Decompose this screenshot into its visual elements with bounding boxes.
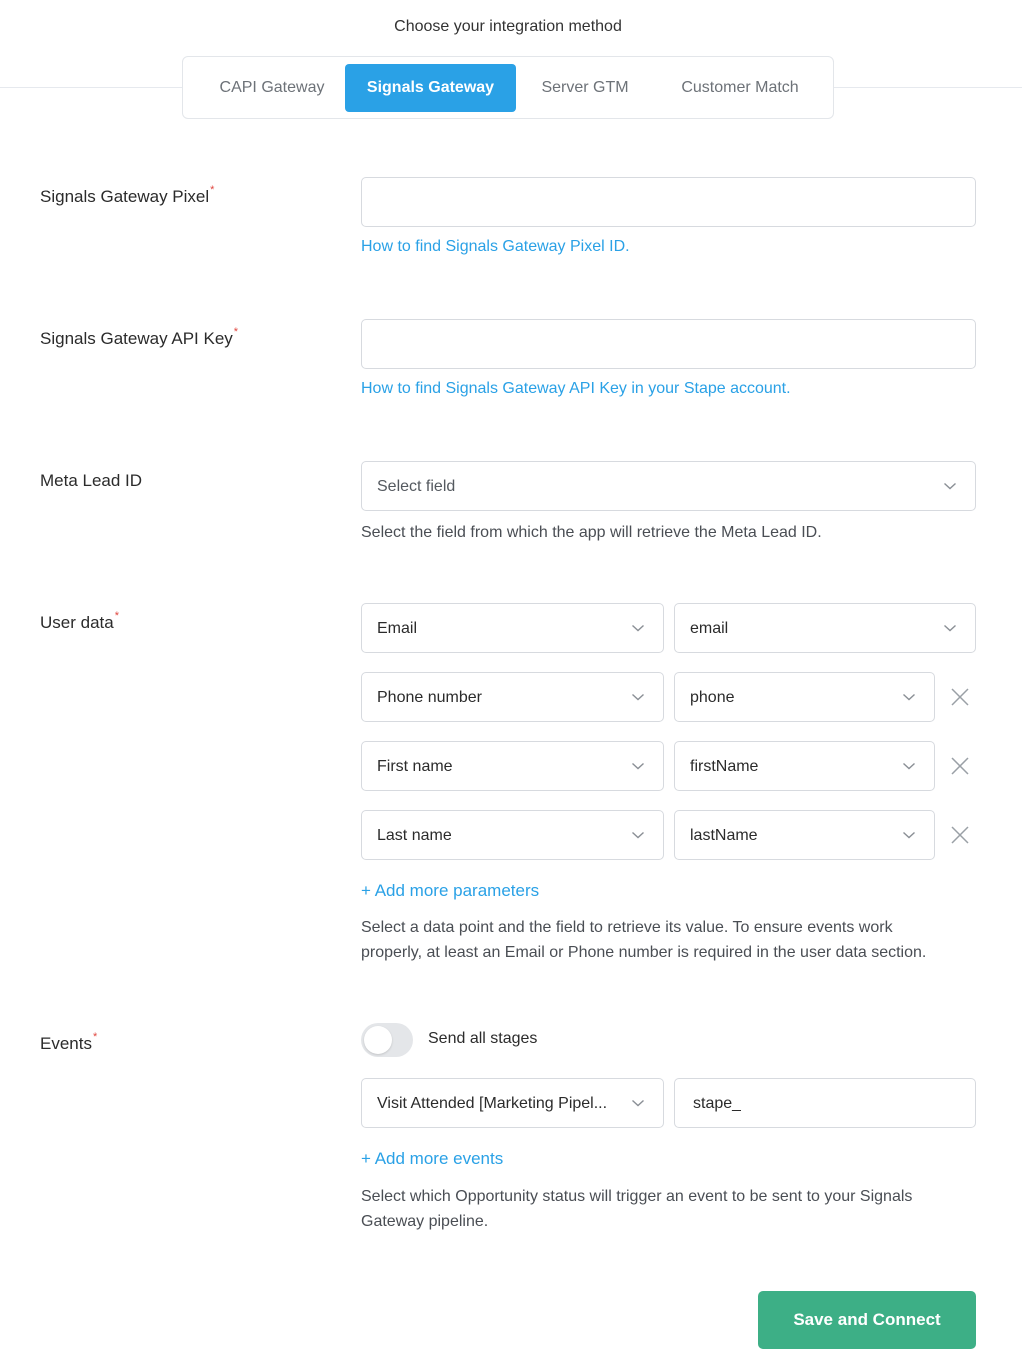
required-mark: * [233, 326, 239, 338]
chevron-down-icon [902, 830, 916, 840]
tab-signals-gateway[interactable]: Signals Gateway [345, 64, 516, 112]
api-key-label-text: Signals Gateway API Key [40, 329, 233, 348]
select-value: firstName [690, 758, 759, 775]
user-data-field-select[interactable] [674, 741, 935, 791]
event-name-input[interactable] [674, 1078, 976, 1128]
tab-server-gtm[interactable]: Server GTM [541, 79, 629, 96]
chevron-down-icon [631, 830, 645, 840]
close-icon[interactable] [949, 824, 971, 846]
user-data-label [40, 610, 119, 633]
select-value: lastName [690, 827, 758, 844]
user-data-label-text: User data [40, 613, 114, 632]
api-key-help-link[interactable]: How to find Signals Gateway API Key in your Stape account. [361, 380, 791, 397]
meta-lead-help: Select the field from which the app will retrieve the Meta Lead ID. [361, 524, 822, 541]
save-and-connect-button[interactable]: Save and Connect [758, 1291, 976, 1349]
chevron-down-icon [631, 692, 645, 702]
pixel-label [40, 184, 215, 207]
api-key-label [40, 326, 239, 349]
user-data-field-select[interactable] [674, 603, 976, 653]
meta-lead-label: Meta Lead ID [40, 471, 143, 490]
user-data-help-line: Select a data point and the field to retrieve its value. To ensure events work [361, 919, 893, 936]
toggle-knob [364, 1026, 392, 1054]
select-value: phone [690, 689, 735, 706]
integration-tabs [182, 56, 834, 119]
user-data-point-select[interactable] [361, 741, 664, 791]
chevron-down-icon [902, 761, 916, 771]
select-value: Email [377, 620, 418, 637]
events-label [40, 1031, 98, 1054]
user-data-point-select[interactable] [361, 603, 664, 653]
user-data-field-select[interactable] [674, 672, 935, 722]
chevron-down-icon [943, 481, 957, 491]
required-mark: * [114, 610, 119, 622]
api-key-input[interactable] [361, 319, 976, 369]
select-value: Last name [377, 827, 452, 844]
events-label-text: Events [40, 1034, 92, 1053]
select-value: Visit Attended [Marketing Pipel... [377, 1095, 608, 1112]
page-title: Choose your integration method [394, 18, 622, 35]
send-all-stages-label: Send all stages [428, 1030, 538, 1047]
pixel-label-text: Signals Gateway Pixel [40, 187, 210, 206]
meta-lead-select-value: Select field [377, 478, 456, 495]
select-value: Phone number [377, 689, 482, 706]
user-data-point-select[interactable] [361, 810, 664, 860]
required-mark: * [92, 1031, 98, 1043]
meta-lead-select[interactable] [361, 461, 976, 511]
chevron-down-icon [631, 623, 645, 633]
pixel-input[interactable] [361, 177, 976, 227]
event-stage-select[interactable] [361, 1078, 664, 1128]
events-help-line: Gateway pipeline. [361, 1213, 489, 1230]
add-parameters-link[interactable]: + Add more parameters [361, 881, 540, 900]
select-value: First name [377, 758, 453, 775]
pixel-help-link[interactable]: How to find Signals Gateway Pixel ID. [361, 238, 630, 255]
tab-customer-match[interactable]: Customer Match [681, 79, 799, 96]
chevron-down-icon [943, 623, 957, 633]
send-all-stages-toggle[interactable] [361, 1023, 413, 1057]
close-icon[interactable] [949, 686, 971, 708]
tab-capi-gateway[interactable]: CAPI Gateway [219, 79, 325, 96]
user-data-field-select[interactable] [674, 810, 935, 860]
chevron-down-icon [631, 761, 645, 771]
chevron-down-icon [631, 1098, 645, 1108]
chevron-down-icon [902, 692, 916, 702]
user-data-point-select[interactable] [361, 672, 664, 722]
select-value: email [690, 620, 729, 637]
close-icon[interactable] [949, 755, 971, 777]
user-data-help-line: properly, at least an Email or Phone number is required in the user data section. [361, 944, 927, 961]
event-name-value: stape_ [693, 1095, 742, 1112]
events-help-line: Select which Opportunity status will trigger an event to be sent to your Signals [361, 1188, 913, 1205]
required-mark: * [210, 184, 215, 196]
add-events-link[interactable]: + Add more events [361, 1149, 504, 1168]
